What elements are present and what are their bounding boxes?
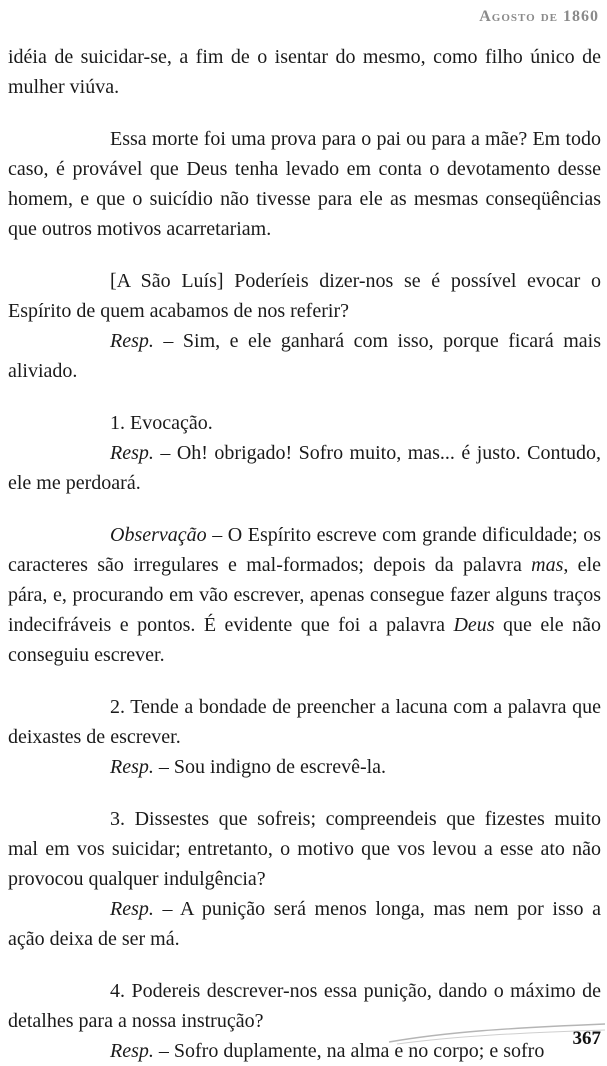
- answer-saint-louis: Resp. – Sim, e ele ganhará com isso, porque ficará mais aliviado.: [8, 330, 601, 382]
- answer-1: Resp. – Oh! obrigado! Sofro muito, mas... é justo. Contudo, ele me perdoará.: [8, 442, 601, 494]
- observation-label: Observação: [110, 524, 207, 546]
- paragraph-continuation: idéia de suicidar-se, a fim de o isentar do mesmo, como filho único de mulher viúva.: [8, 46, 601, 98]
- question-saint-louis: [A São Luís] Poderíeis dizer-nos se é possível evocar o Espírito de quem acabamos de nos referir?: [8, 270, 601, 322]
- resp-label: Resp.: [110, 330, 154, 352]
- answer-2: Resp. – Sou indigno de escrevê-la.: [110, 756, 387, 778]
- running-header: Agosto de 1860: [479, 8, 599, 25]
- question-2: 2. Tende a bondade de preencher a lacuna com a palavra que deixastes de escrever.: [8, 696, 601, 748]
- page-body: [8, 42, 601, 1066]
- resp-label: Resp.: [110, 756, 154, 778]
- resp-label: Resp.: [110, 898, 154, 920]
- answer-4: Resp. – Sofro duplamente, na alma e no corpo; e sofro: [110, 1040, 545, 1062]
- question-4: 4. Podereis descrever-nos essa punição, dando o máximo de detalhes para a nossa instrução?: [8, 980, 601, 1032]
- question-1: 1. Evocação.: [110, 412, 213, 434]
- resp-label: Resp.: [110, 1040, 154, 1062]
- page-number: 367: [572, 1028, 601, 1049]
- resp-label: Resp.: [110, 442, 154, 464]
- question-3: 3. Dissestes que sofreis; compreendeis que fizestes muito mal em vos suicidar; entretanto, o motivo que vos levou a esse ato não provocou qualquer indulgência?: [8, 808, 601, 890]
- observation-note: Observação – O Espírito escreve com grande dificuldade; os caracteres são irregulares e mal-formados; depois da palavra mas, ele pára, e, procurando em vão escrever, apenas consegue fazer alguns traços indecifráveis e pontos. É evidente que foi a palavra Deus que ele não conseguiu escrever.: [8, 524, 601, 666]
- answer-3: Resp. – A punição será menos longa, mas nem por isso a ação deixa de ser má.: [8, 898, 601, 950]
- paragraph-commentary: Essa morte foi uma prova para o pai ou para a mãe? Em todo caso, é provável que Deus tenha levado em conta o devotamento desse homem, e que o suicídio não tivesse para ele as mesmas conseqüências que outros motivos acarretariam.: [8, 128, 601, 240]
